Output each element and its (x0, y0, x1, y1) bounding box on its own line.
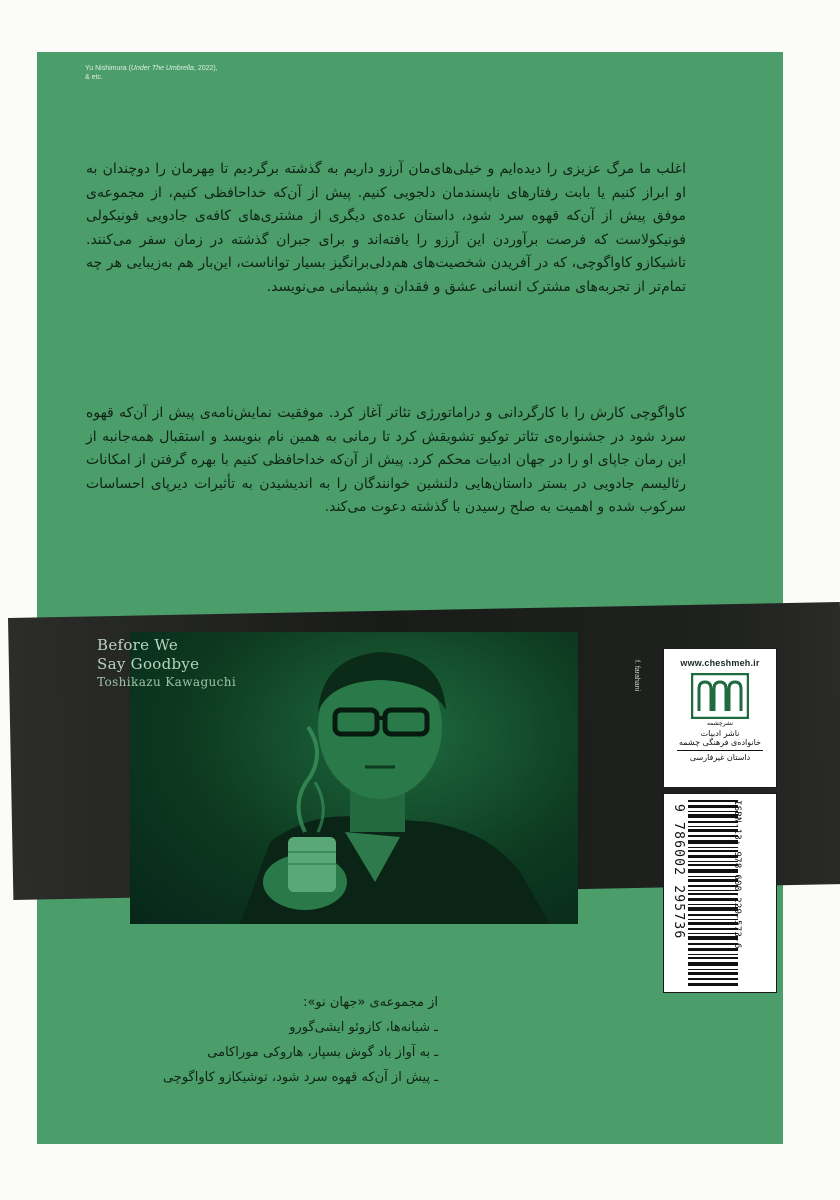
isbn-barcode-box (663, 793, 777, 993)
series-item: ـ به آواز باد گوش بسپار، هاروکی موراکامی (207, 1045, 438, 1060)
credit-year: , 2022), (193, 65, 218, 72)
blurb-paragraph-2 (86, 402, 686, 520)
blurb-paragraph-1 (86, 158, 686, 299)
publisher-box (663, 648, 777, 788)
publisher-divider (677, 750, 763, 751)
series-heading: از مجموعه‌ی «جهان نو»: (303, 995, 438, 1010)
cheshmeh-logo-icon (691, 673, 749, 719)
english-author-name: Toshikazu Kawaguchi (97, 675, 237, 689)
publisher-category: داستان غیرفارسی (689, 753, 751, 762)
publisher-url: www.cheshmeh.ir (680, 658, 760, 668)
series-item: ـ پیش از آن‌که قهوه سرد شود، توشیکازو کاواگوچی (162, 1070, 438, 1085)
isbn-label: ISBN-13: 978-600-229-573-6 (732, 800, 742, 949)
publisher-tagline-2: خانواده‌ی فرهنگی چشمه (678, 738, 762, 747)
credit-text: Yu Nishimura ( (85, 65, 131, 72)
publisher-tagline-1: ناشر ادبیات (700, 729, 740, 738)
series-item: ـ شبانه‌ها، کازوئو ایشی‌گورو (289, 1020, 438, 1035)
english-title-block (97, 636, 236, 690)
publisher-logo-caption: نشرچشمه (706, 720, 734, 727)
isbn-digits: 9 786002 295736 (671, 804, 686, 940)
english-title-line-1: Before We (97, 636, 179, 654)
english-title-line-2: Say Goodbye (97, 655, 200, 673)
credit-work-title: Under The Umbrella (130, 65, 194, 72)
photo-credit: f. farahani (633, 660, 640, 692)
illustration-credit (85, 64, 218, 82)
credit-etc: & etc. (85, 74, 103, 81)
blurb-text-1: اغلب ما مرگ عزیزی را دیده‌ایم و خیلی‌های‌مان آرزو داریم به گذشته برگردیم تا مِهرمان را دوچندان به او ابراز کنیم یا بابت رفتارهای ناپسندمان دلجویی کنیم. پیش از آن‌که خداحافظی کنیم، از مجموعه‌ی موفق پیش از آن‌که قهوه سرد شود، داستان عده‌ی دیگری از مشتری‌های کافه‌ی جادویی فونیکولی فونیکولاست که فرصت برآوردن این آرزو را یافته‌اند و برای جبران گذشته در زمان سفر می‌کنند. تاشیکازو کاواگوچی، که در آفریدن شخصیت‌های هم‌دلی‌برانگیز بسیار تواناست، این‌بار هم به‌زیبایی هر چه تمام‌تر از تجربه‌های مشترک انسانی عشق و فقدان و پشیمانی می‌نویسد. (86, 161, 686, 295)
series-list (163, 990, 438, 1090)
blurb-text-2: کاواگوچی کارش را با کارگردانی و دراماتورژی تئاتر آغاز کرد. موفقیت نمایش‌نامه‌ی پیش از آن‌که قهوه سرد شود در جشنواره‌ی تئاتر توکیو تشویقش کرد تا رمانی به همین نام بنویسد و استقبال همه‌جانبه از این رمان جاپای او را در جهان ادبیات محکم کرد. پیش از آن‌که خداحافظی کنیم با بهره گرفتن از امکانات رئالیسم جادویی در بستر داستان‌هایی دلنشین خوانندگان را به اندیشیدن به تأثیرات دیرپای احساسات سرکوب شده و اهمیت به صلح رسیدن با گذشته دعوت می‌کند. (86, 405, 686, 515)
barcode-icon (688, 800, 738, 986)
